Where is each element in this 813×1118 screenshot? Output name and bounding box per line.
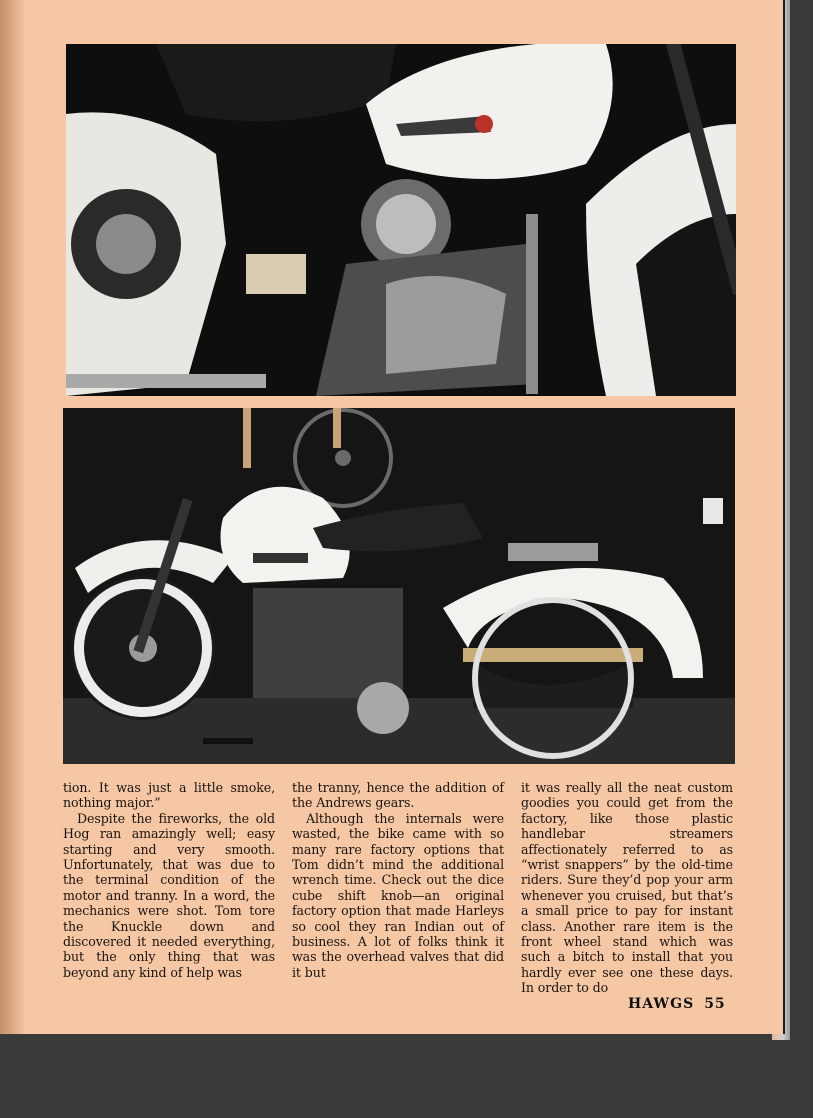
top-photo bbox=[66, 44, 736, 396]
paragraph: Although the internals were wasted, the bike came with so many rare factory options that Tom didn’t mind the additional wrench time. Check out the dice cube shift knob—an original factory option that made Harleys so cool they ran Indian out of business. A lot of folks think it was the overhead valves that did it but bbox=[292, 810, 504, 980]
page-number: 55 bbox=[704, 996, 726, 1012]
bottom-photo bbox=[63, 408, 735, 764]
page-folio bbox=[628, 996, 726, 1012]
gutter-shadow bbox=[0, 0, 26, 1034]
text-column-1 bbox=[63, 780, 275, 980]
paragraph: Despite the fireworks, the old Hog ran amazingly well; easy starting and very smooth. Unfortunately, that was due to the terminal condition of the motor and tranny. In a word, the mechanics were shot. Tom tore the Knuckle down and discovered it needed everything, but the only thing that was beyond any kind of help was bbox=[63, 810, 275, 980]
motorcycle-engine-closeup-photo bbox=[66, 44, 736, 396]
magazine-name: HAWGS bbox=[628, 996, 695, 1012]
paragraph: the tranny, hence the addition of the Andrews gears. bbox=[292, 780, 504, 811]
text-column-2 bbox=[292, 780, 504, 980]
paragraph: tion. It was just a little smoke, nothing major.” bbox=[63, 780, 275, 811]
paragraph: it was really all the neat custom goodies you could get from the factory, like those plastic handlebar streamers affectionately referred to as “wrist snappers” by the old-time riders. Sure they’d pop your arm whenever you cruised, but that’s a small price to pay for instant class. Another rare item is the front wheel stand which was such a bitch to install that you hardly ever see one these days. In order to do bbox=[521, 780, 733, 996]
motorcycle-side-view-photo bbox=[63, 408, 735, 764]
text-column-3 bbox=[521, 780, 733, 996]
